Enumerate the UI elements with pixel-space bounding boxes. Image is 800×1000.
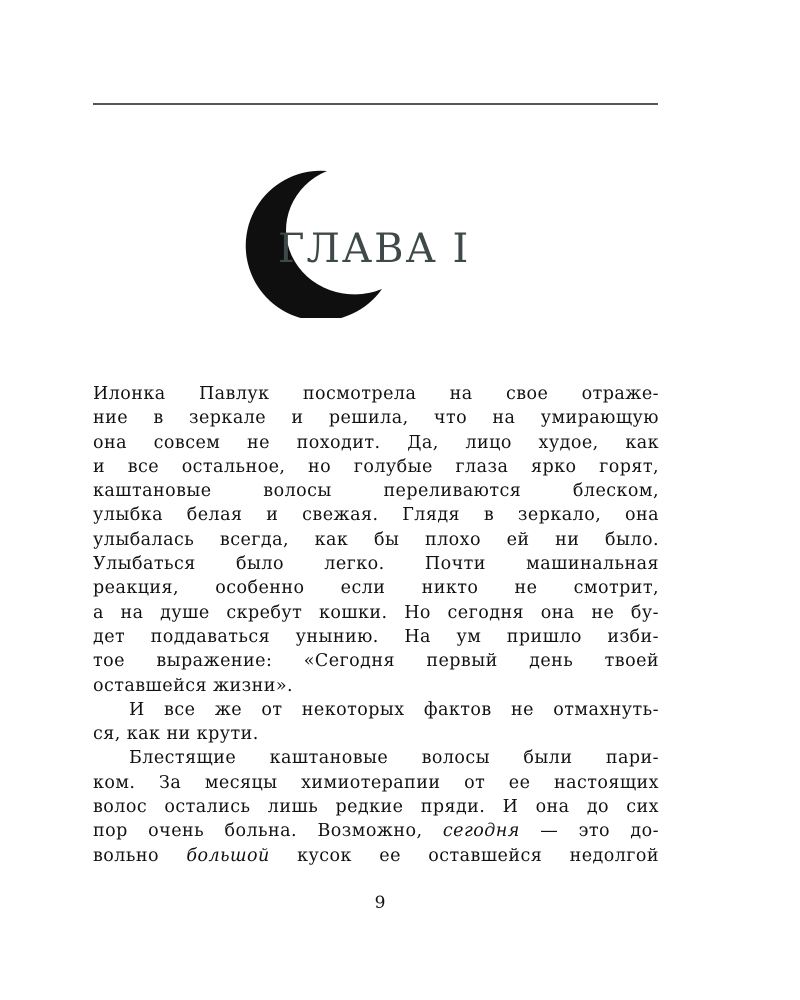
text-line: ние в зеркале и решила, что на умирающую [93, 408, 659, 429]
text-line: ся, как ни крути. [93, 724, 259, 745]
text-line: ком. За месяцы химиотерапии от ее настоящих [93, 772, 659, 793]
text-run: — это до- [519, 821, 659, 842]
italic-word: большой [186, 845, 270, 866]
text-line: дет поддаваться унынию. На ум пришло изби- [93, 626, 659, 647]
text-line: Илонка Павлук посмотрела на свое отраже- [93, 384, 659, 404]
text-run: кусок ее оставшейся недолгой [269, 845, 659, 866]
text-line: тое выражение: «Сегодня первый день твоей [93, 651, 659, 672]
italic-word: сегодня [442, 821, 520, 842]
text-line: реакция, особенно если никто не смотрит, [93, 578, 659, 599]
text-line: улыбка белая и свежая. Глядя в зеркало, она [93, 505, 659, 526]
text-line [93, 819, 659, 843]
text-line: она совсем не походит. Да, лицо худое, как [93, 432, 659, 453]
body-text [93, 382, 659, 868]
text-line: а на душе скребут кошки. Но сегодня она не бу- [93, 602, 659, 623]
text-line: оставшейся жизни». [93, 675, 294, 696]
page-number: 9 [374, 893, 386, 913]
header-rule [93, 103, 658, 105]
text-line: Блестящие каштановые волосы были пари- [129, 748, 659, 769]
text-line: волос остались лишь редкие пряди. И она до сих [93, 797, 659, 818]
text-line: улыбалась всегда, как бы плохо ей ни было. [93, 529, 659, 550]
chapter-title: ГЛАВА I [278, 226, 471, 272]
text-run: вольно [93, 845, 187, 866]
text-run: пор очень больна. Возможно, [93, 821, 443, 842]
text-line: и все остальное, но голубые глаза ярко горят, [93, 456, 659, 477]
text-line: И все же от некоторых фактов не отмахнуть- [129, 699, 659, 720]
text-line [93, 844, 659, 868]
text-line: каштановые волосы переливаются блеском, [93, 481, 659, 502]
text-line: Улыбаться было легко. Почти машинальная [93, 554, 659, 575]
